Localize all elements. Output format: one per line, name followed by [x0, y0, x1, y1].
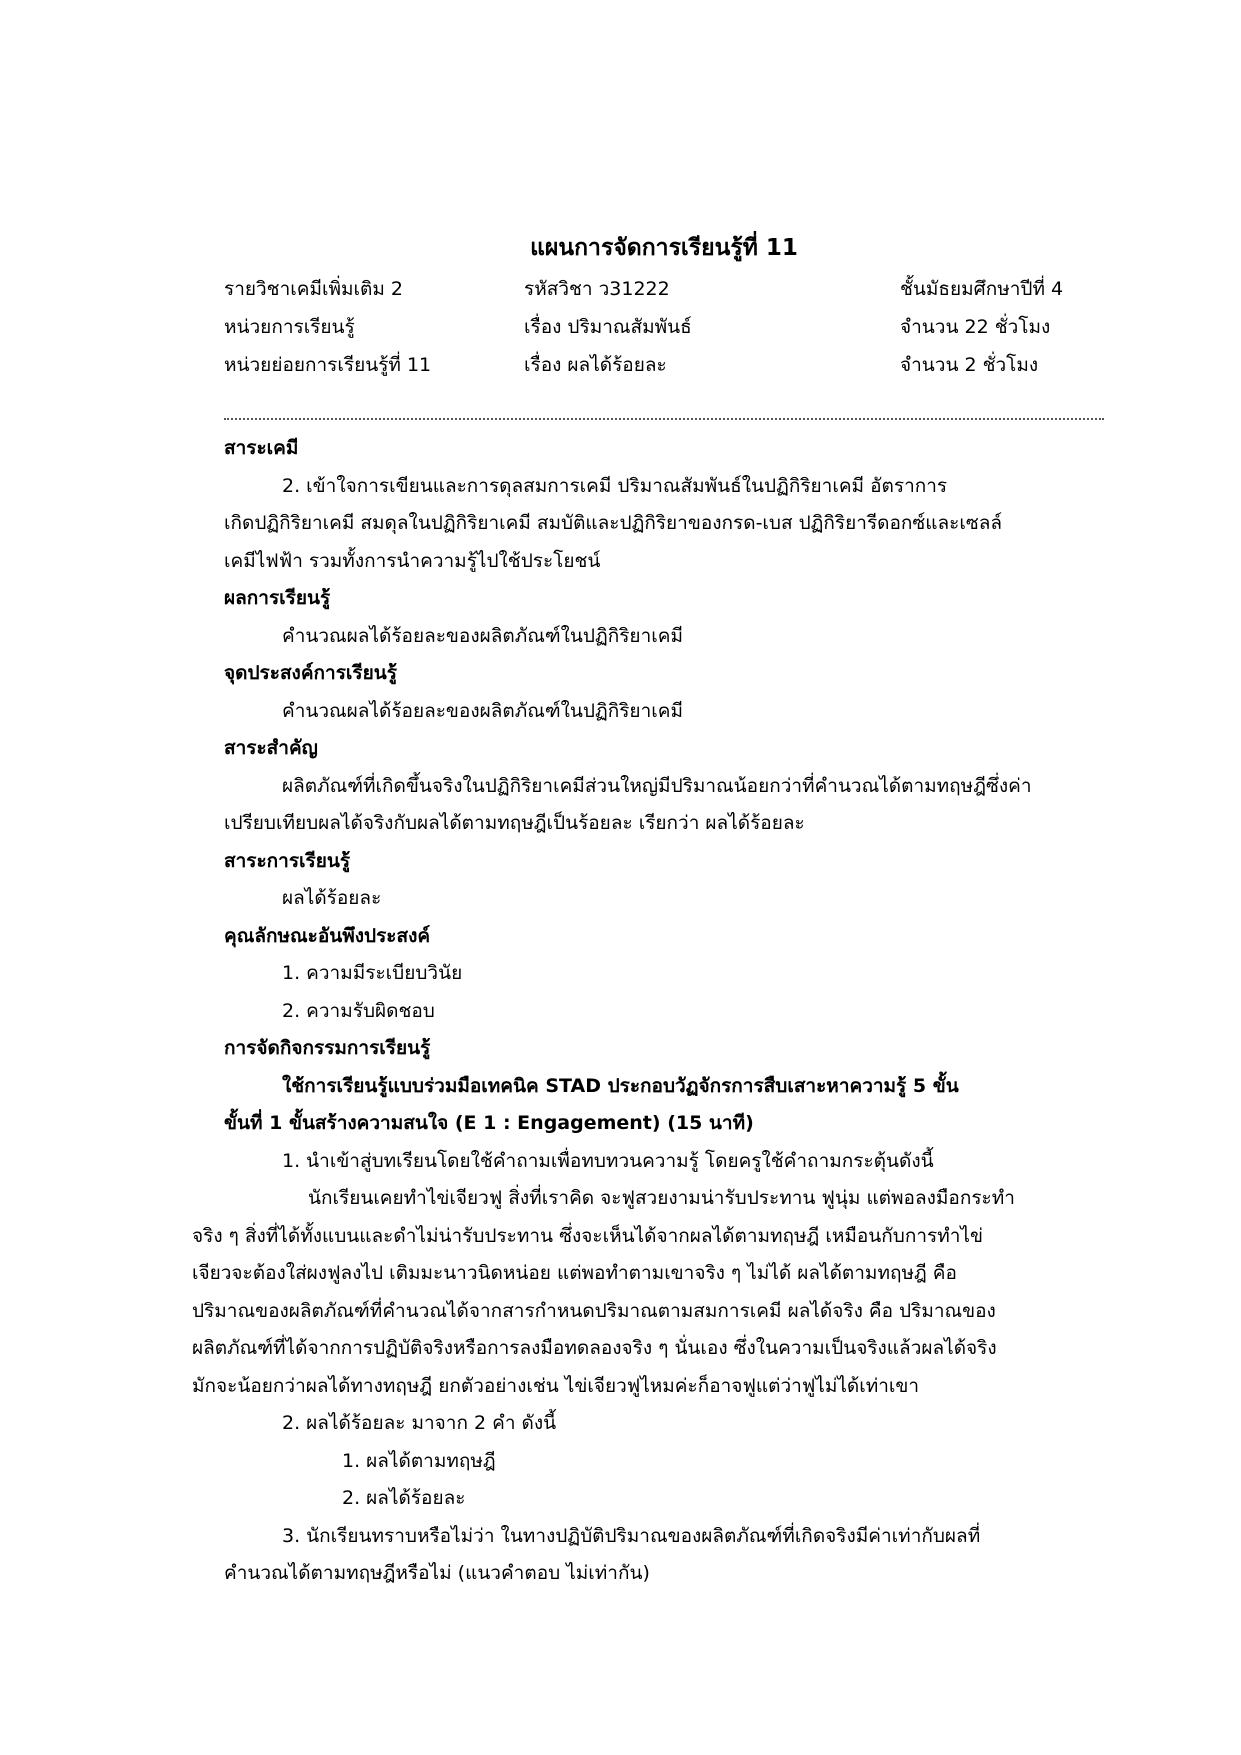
- activity-sub-item: 2. ผลได้ร้อยละ: [342, 1487, 466, 1509]
- header-row-subunit: [224, 346, 1104, 384]
- section-heading-content: สาระการเรียนรู้: [224, 849, 351, 872]
- section-heading-activities: การจัดกิจกรรมการเรียนรู้: [224, 1037, 431, 1059]
- activity-item-1: 1. นำเข้าสู่บทเรียนโดยใช้คำถามเพื่อทบทวนความรู้ โดยครูใช้คำถามกระตุ้นดังนี้: [282, 1149, 934, 1172]
- activity-paragraph-line: จริง ๆ สิ่งที่ได้ทั้งแบนและดำไม่น่ารับประทาน ซึ่งจะเห็นได้จากผลได้ตามทฤษฎี เหมือนกับการทำไข่: [192, 1224, 983, 1247]
- section-heading-strand: สาระเคมี: [224, 437, 299, 459]
- attribute-item: 2. ความรับผิดชอบ: [282, 999, 435, 1022]
- dotted-divider: [224, 384, 1104, 420]
- content-text: ผลได้ร้อยละ: [282, 887, 382, 909]
- section-heading-outcome: ผลการเรียนรู้: [224, 587, 331, 609]
- header-row-subject: [224, 270, 1104, 308]
- strand-text-line: เกิดปฏิกิริยาเคมี สมดุลในปฏิกิริยาเคมี สมบัติและปฏิกิริยาของกรด-เบส ปฏิกิริยารีดอกซ์และเซลล์: [224, 512, 1003, 534]
- objective-text: คำนวณผลได้ร้อยละของผลิตภัณฑ์ในปฏิกิริยาเคมี: [282, 699, 683, 722]
- activity-paragraph-line: ผลิตภัณฑ์ที่ได้จากการปฏิบัติจริงหรือการลงมือทดลองจริง ๆ นั่นเอง ซึ่งในความเป็นจริงแล้วผลได้จริง: [192, 1337, 997, 1359]
- subunit-hours: จำนวน 2 ชั่วโมง: [900, 354, 1039, 376]
- lesson-plan-page: [192, 226, 1104, 1593]
- activity-method: ใช้การเรียนรู้แบบร่วมมือเทคนิค STAD ประกอบวัฏจักรการสืบเสาะหาความรู้ 5 ขั้น: [282, 1074, 959, 1097]
- unit-label: หน่วยการเรียนรู้: [224, 316, 355, 338]
- unit-hours: จำนวน 22 ชั่วโมง: [900, 316, 1051, 338]
- subject-code: รหัสวิชา ว31222: [524, 278, 670, 300]
- activity-paragraph-line: มักจะน้อยกว่าผลได้ทางทฤษฎี ยกตัวอย่างเช่น ไข่เจียวฟูไหมค่ะก็อาจฟูแต่ว่าฟูไม่ได้เท่าเขา: [192, 1374, 920, 1397]
- key-concept-line: เปรียบเทียบผลได้จริงกับผลได้ตามทฤษฎีเป็นร้อยละ เรียกว่า ผลได้ร้อยละ: [224, 812, 805, 834]
- attribute-item: 1. ความมีระเบียบวินัย: [282, 962, 463, 984]
- key-concept-line: ผลิตภัณฑ์ที่เกิดขึ้นจริงในปฏิกิริยาเคมีส่วนใหญ่มีปริมาณน้อยกว่าที่คำนวณได้ตามทฤษฎีซึ่งค่า: [282, 774, 1032, 797]
- strand-text-line: เคมีไฟฟ้า รวมทั้งการนำความรู้ไปใช้ประโยชน์: [224, 549, 601, 572]
- subject-name: รายวิชาเคมีเพิ่มเติม 2: [224, 278, 403, 300]
- section-heading-objective: จุดประสงค์การเรียนรู้: [224, 662, 397, 684]
- strand-text-line: 2. เข้าใจการเขียนและการดุลสมการเคมี ปริมาณสัมพันธ์ในปฏิกิริยาเคมี อัตราการ: [282, 474, 948, 497]
- document-title: แผนการจัดการเรียนรู้ที่ 11: [530, 235, 798, 261]
- activity-item-2: 2. ผลได้ร้อยละ มาจาก 2 คำ ดังนี้: [282, 1412, 557, 1434]
- activity-paragraph-line: ปริมาณของผลิตภัณฑ์ที่คำนวณได้จากสารกำหนดปริมาณตามสมการเคมี ผลได้จริง คือ ปริมาณของ: [192, 1299, 996, 1322]
- subunit-label: หน่วยย่อยการเรียนรู้ที่ 11: [224, 354, 432, 376]
- activity-step-1: ขั้นที่ 1 ขั้นสร้างความสนใจ (E 1 : Engagement) (15 นาที): [224, 1112, 754, 1134]
- activity-sub-item: 1. ผลได้ตามทฤษฎี: [342, 1449, 496, 1472]
- header-row-unit: [224, 308, 1104, 346]
- unit-topic: เรื่อง ปริมาณสัมพันธ์: [524, 316, 692, 338]
- subunit-topic: เรื่อง ผลได้ร้อยละ: [524, 354, 667, 376]
- activity-paragraph-line: เจียวจะต้องใส่ผงฟูลงไป เติมมะนาวนิดหน่อย แต่พอทำตามเขาจริง ๆ ไม่ได้ ผลได้ตามทฤษฎี คือ: [192, 1262, 957, 1284]
- grade-level: ชั้นมัธยมศึกษาปีที่ 4: [900, 278, 1064, 300]
- section-heading-key-concept: สาระสำคัญ: [224, 737, 318, 759]
- activity-paragraph-line: นักเรียนเคยทำไข่เจียวฟู สิ่งที่เราคิด จะฟูสวยงามน่ารับประทาน ฟูนุ่ม แต่พอลงมือกระทำ: [308, 1187, 1015, 1209]
- activity-item-3: 3. นักเรียนทราบหรือไม่ว่า ในทางปฏิบัติปริมาณของผลิตภัณฑ์ที่เกิดจริงมีค่าเท่ากับผลที่: [282, 1524, 981, 1547]
- activity-item-3-cont: คำนวณได้ตามทฤษฎีหรือไม่ (แนวคำตอบ ไม่เท่ากัน): [224, 1562, 650, 1584]
- section-heading-attributes: คุณลักษณะอันพึงประสงค์: [224, 924, 431, 947]
- outcome-text: คำนวณผลได้ร้อยละของผลิตภัณฑ์ในปฏิกิริยาเคมี: [282, 624, 683, 647]
